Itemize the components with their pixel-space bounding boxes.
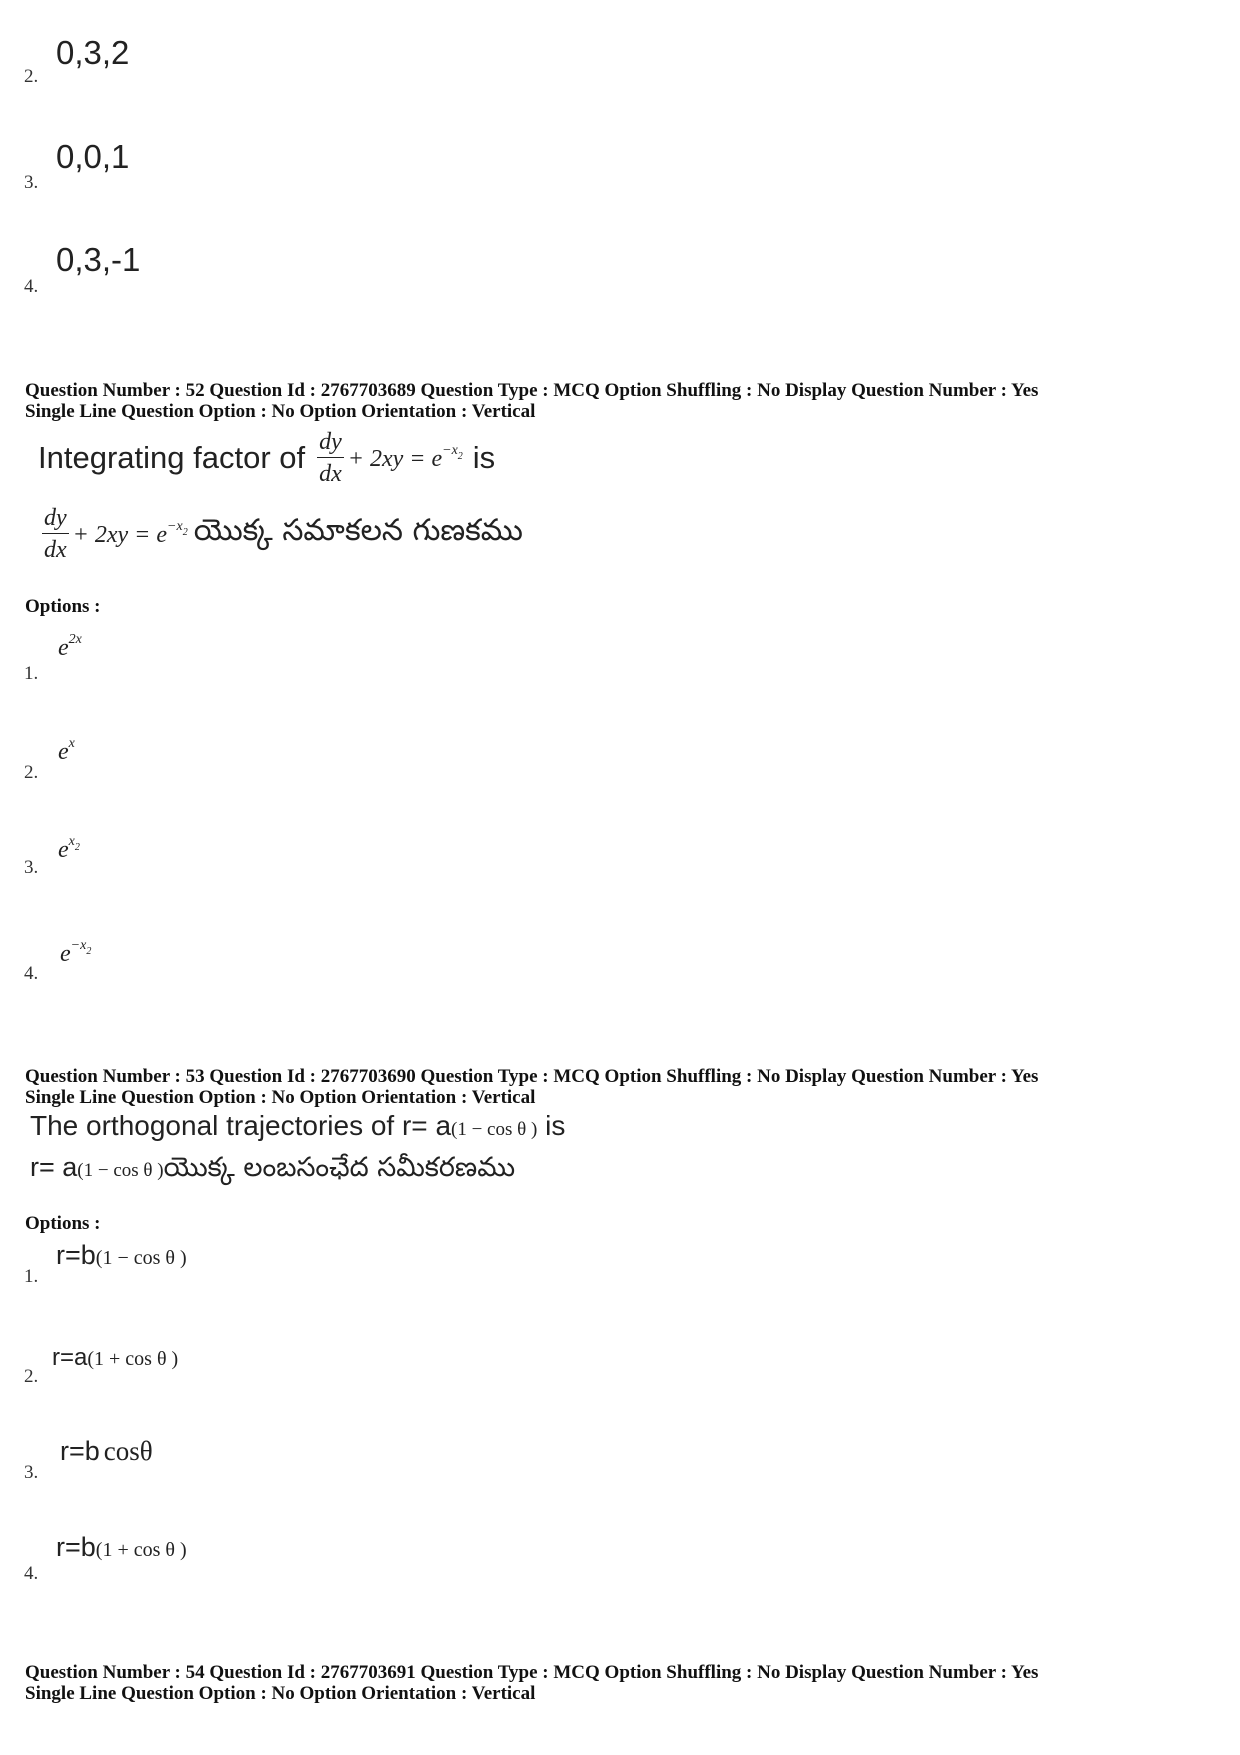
option-text: 0,3,-1 <box>56 241 141 278</box>
option-math <box>60 1436 153 1467</box>
math-base: e <box>58 739 69 765</box>
option-rhs: (1 + cos θ ) <box>87 1348 179 1370</box>
option-math <box>60 938 91 968</box>
derivative-fraction <box>42 506 69 562</box>
option-number: 1. <box>24 663 39 684</box>
option-number: 3. <box>24 1462 39 1483</box>
math-base: e <box>58 635 69 661</box>
question-suffix: is <box>545 1110 566 1141</box>
equation-exponent: −x <box>442 443 458 458</box>
question-meta-line2: Single Line Question Option : No Option Orientation : Vertical <box>25 401 536 422</box>
option-math <box>56 1532 187 1563</box>
option-number: 1. <box>24 1266 39 1287</box>
question-suffix: is <box>472 440 496 475</box>
fraction-denominator: dx <box>44 537 67 563</box>
option-number: 2. <box>24 1366 39 1387</box>
question-prefix: Integrating factor of <box>38 440 306 475</box>
question-text-telugu <box>30 1152 515 1190</box>
derivative-fraction <box>317 430 344 486</box>
fraction-numerator: dy <box>317 430 344 458</box>
option-rhs: cosθ <box>103 1436 153 1466</box>
options-label: Options : <box>25 596 101 617</box>
question-prefix: The orthogonal trajectories of r= a <box>30 1110 452 1141</box>
option-math <box>56 1240 187 1271</box>
math-exponent: x <box>68 736 75 751</box>
math-exponent-power: 2 <box>86 946 92 957</box>
telugu-paren-expr: (1 − cos θ ) <box>77 1160 164 1181</box>
question-text-english <box>38 430 495 486</box>
math-base: e <box>58 837 69 863</box>
option-lhs: r=b <box>56 1240 96 1270</box>
option-number: 3. <box>24 857 39 878</box>
equation-mid: + 2xy = e <box>347 446 443 472</box>
question-meta-line1: Question Number : 53 Question Id : 2767703690 Question Type : MCQ Option Shuffling : No Display Question Number : Yes <box>25 1066 1039 1087</box>
fraction-denominator: dx <box>319 461 342 487</box>
equation-exponent-power: 2 <box>182 527 188 538</box>
option-math <box>52 1344 178 1372</box>
question-meta-line1: Question Number : 54 Question Id : 2767703691 Question Type : MCQ Option Shuffling : No Display Question Number : Yes <box>25 1662 1039 1683</box>
option-math <box>58 834 80 864</box>
option-number: 4. <box>24 963 39 984</box>
question-text-english <box>30 1110 565 1142</box>
equation-exponent: −x <box>167 519 183 534</box>
options-label: Options : <box>25 1213 101 1234</box>
math-exponent: −x <box>70 938 87 953</box>
option-lhs: r=b <box>60 1436 100 1466</box>
option-number: 2. <box>24 66 39 87</box>
question-paren-expr: (1 − cos θ ) <box>451 1119 538 1140</box>
telugu-suffix: యొక్క లంబసంఛేద సమీకరణము <box>163 1152 516 1183</box>
telugu-prefix: r= a <box>30 1152 78 1182</box>
equation-rest <box>348 443 463 473</box>
equation-exponent-power: 2 <box>457 451 463 462</box>
question-meta-line1: Question Number : 52 Question Id : 2767703689 Question Type : MCQ Option Shuffling : No Display Question Number : Yes <box>25 380 1039 401</box>
fraction-numerator: dy <box>42 506 69 534</box>
equation-rest <box>73 519 188 549</box>
option-text: 0,0,1 <box>56 138 130 175</box>
option-math <box>58 632 82 662</box>
option-rhs: (1 − cos θ ) <box>95 1247 187 1269</box>
question-text-telugu <box>38 506 523 562</box>
option-math <box>58 736 75 766</box>
option-number: 3. <box>24 172 39 193</box>
math-exponent: x <box>68 834 75 849</box>
math-base: e <box>60 941 71 967</box>
option-rhs: (1 + cos θ ) <box>95 1539 187 1561</box>
option-number: 4. <box>24 276 39 297</box>
option-number: 4. <box>24 1563 39 1584</box>
math-exponent-power: 2 <box>74 842 80 853</box>
option-lhs: r=a <box>52 1344 88 1371</box>
option-number: 2. <box>24 762 39 783</box>
question-meta-line2: Single Line Question Option : No Option Orientation : Vertical <box>25 1683 536 1704</box>
telugu-suffix: యొక్క సమాకలన గుణకము <box>193 513 523 548</box>
question-meta-line2: Single Line Question Option : No Option Orientation : Vertical <box>25 1087 536 1108</box>
equation-mid: + 2xy = e <box>72 522 168 548</box>
option-lhs: r=b <box>56 1532 96 1562</box>
math-exponent: 2x <box>68 632 82 647</box>
option-text: 0,3,2 <box>56 34 130 71</box>
